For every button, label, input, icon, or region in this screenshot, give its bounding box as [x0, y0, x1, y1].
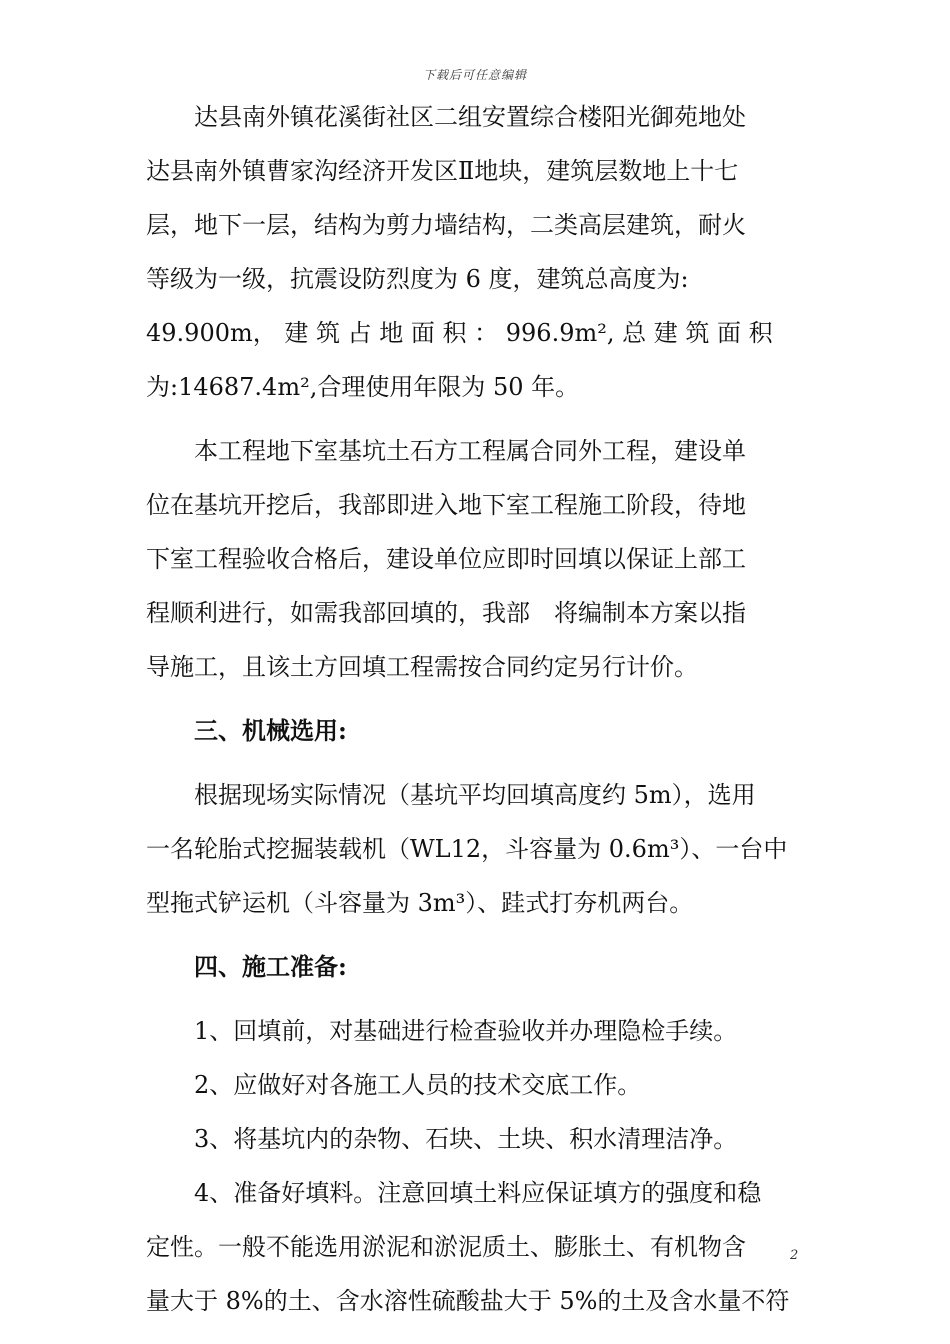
- text-line: 量大于 8%的土、含水溶性硫酸盐大于 5%的土及含水量不符: [146, 1287, 790, 1315]
- text-line: 本工程地下室基坑土石方工程属合同外工程，建设单: [194, 437, 746, 465]
- text-line: 位在基坑开挖后，我部即进入地下室工程施工阶段，待地: [146, 491, 746, 519]
- page-header: 下载后可任意编辑: [422, 68, 527, 82]
- text-line: 型拖式铲运机（斗容量为 3m³）、跬式打夯机两台。: [146, 889, 694, 917]
- list-preparation: [146, 1004, 806, 1328]
- text-line: 定性。一般不能选用淤泥和淤泥质土、膨胀土、有机物含: [146, 1233, 746, 1261]
- list-item: 4、准备好填料。注意回填土料应保证填方的强度和稳: [194, 1179, 762, 1207]
- paragraph-machinery: [146, 768, 806, 930]
- page-number: 2: [790, 1248, 799, 1263]
- text-line: 层，地下一层，结构为剪力墙结构，二类高层建筑，耐火: [146, 211, 746, 239]
- document-body: [146, 90, 806, 1328]
- paragraph-building-info: [146, 90, 806, 414]
- list-item: 2、应做好对各施工人员的技术交底工作。: [194, 1071, 642, 1099]
- section-heading-machinery: 三、机械选用:: [194, 716, 347, 745]
- text-line: 导施工，且该土方回填工程需按合同约定另行计价。: [146, 653, 698, 681]
- paragraph-project-scope: [146, 424, 806, 694]
- text-line: 为:14687.4m²,合理使用年限为 50 年。: [146, 373, 580, 401]
- list-item: 3、将基坑内的杂物、石块、土块、积水清理洁净。: [194, 1125, 738, 1153]
- text-line: 根据现场实际情况（基坑平均回填高度约 5m），选用: [194, 781, 756, 809]
- text-line: 等级为一级，抗震设防烈度为 6 度，建筑总高度为:: [146, 265, 689, 293]
- section-heading-preparation: 四、施工准备:: [194, 952, 347, 981]
- list-item: 1、回填前，对基础进行检查验收并办理隐检手续。: [194, 1017, 738, 1045]
- text-line: 下室工程验收合格后，建设单位应即时回填以保证上部工: [146, 545, 746, 573]
- text-line: 达县南外镇曹家沟经济开发区Ⅱ地块，建筑层数地上十七: [146, 157, 739, 185]
- text-line: 达县南外镇花溪街社区二组安置综合楼阳光御苑地处: [194, 103, 746, 131]
- text-line: 49.900m， 建 筑 占 地 面 积 ： 996.9m², 总 建 筑 面 积: [146, 319, 773, 347]
- text-line: 程顺利进行，如需我部回填的，我部 将编制本方案以指: [146, 599, 746, 627]
- text-line: 一名轮胎式挖掘装载机（WL12，斗容量为 0.6m³）、一台中: [146, 835, 788, 863]
